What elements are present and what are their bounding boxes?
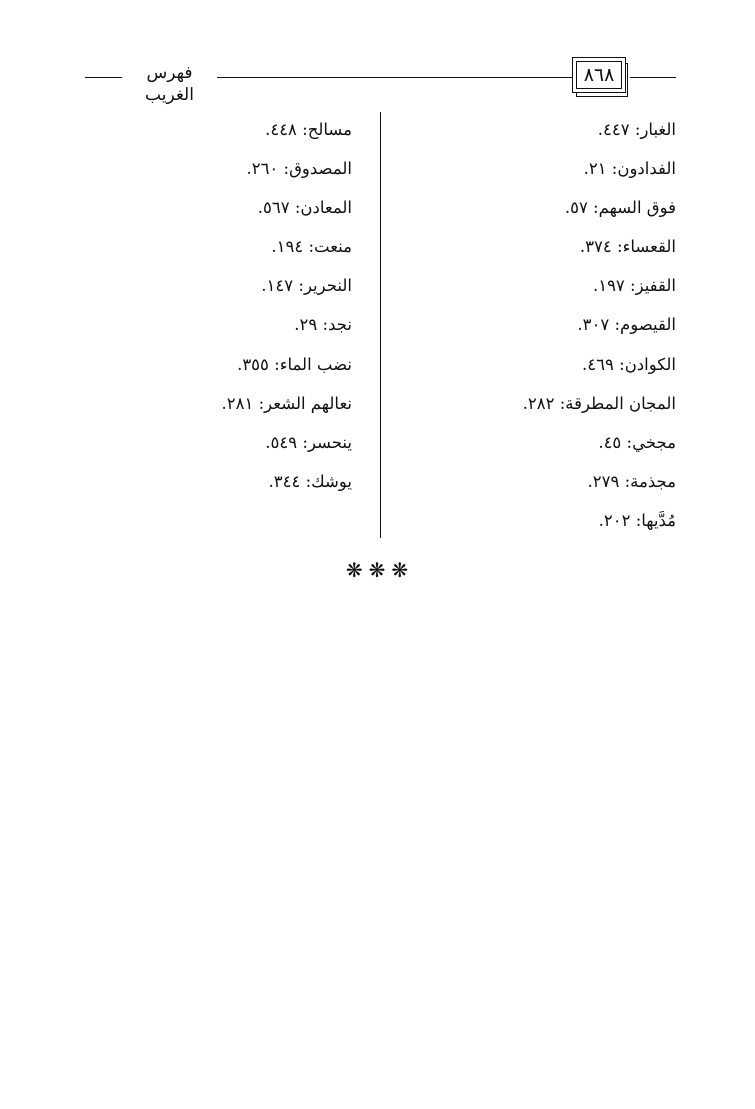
section-end-ornament: ❋❋❋ (345, 558, 415, 582)
index-column-left (62, 117, 352, 508)
index-entry: مجخي: ٤٥. (598, 432, 676, 452)
index-entry: الفدادون: ٢١. (583, 159, 676, 179)
index-entry: النحرير: ١٤٧. (261, 276, 352, 296)
header-rule-right (630, 77, 676, 78)
header-rule-left (85, 77, 122, 78)
page-number-frame (572, 57, 626, 93)
index-entry: الغبار: ٤٤٧. (597, 120, 676, 139)
page-number: ٨٦٨ (576, 61, 622, 89)
index-entry: المعادن: ٥٦٧. (257, 198, 352, 218)
index-entry: نجد: ٢٩. (294, 315, 352, 335)
index-entry: منعت: ١٩٤. (271, 237, 352, 257)
column-divider (380, 112, 381, 538)
index-entry: نعالهم الشعر: ٢٨١. (221, 393, 352, 413)
index-entry: مسالح: ٤٤٨. (265, 120, 352, 139)
index-entry: مُدَّيها: ٢٠٢. (598, 510, 676, 530)
index-column-right (386, 117, 676, 547)
index-entry: الكوادن: ٤٦٩. (582, 354, 676, 374)
index-entry: القفيز: ١٩٧. (592, 276, 676, 296)
index-entry: مجذمة: ٢٧٩. (587, 471, 676, 491)
index-entry: المصدوق: ٢٦٠. (246, 159, 352, 179)
index-entry: القعساء: ٣٧٤. (579, 237, 676, 257)
index-entry: نضب الماء: ٣٥٥. (237, 354, 352, 374)
index-entry: فوق السهم: ٥٧. (564, 198, 676, 218)
index-entry: ينحسر: ٥٤٩. (265, 432, 352, 452)
index-entry: القيصوم: ٣٠٧. (577, 315, 676, 335)
header-rule-middle (217, 77, 572, 78)
running-title: فهرس الغريب (145, 63, 194, 105)
index-entry: يوشك: ٣٤٤. (268, 471, 352, 491)
index-entry: المجان المطرقة: ٢٨٢. (522, 393, 676, 413)
